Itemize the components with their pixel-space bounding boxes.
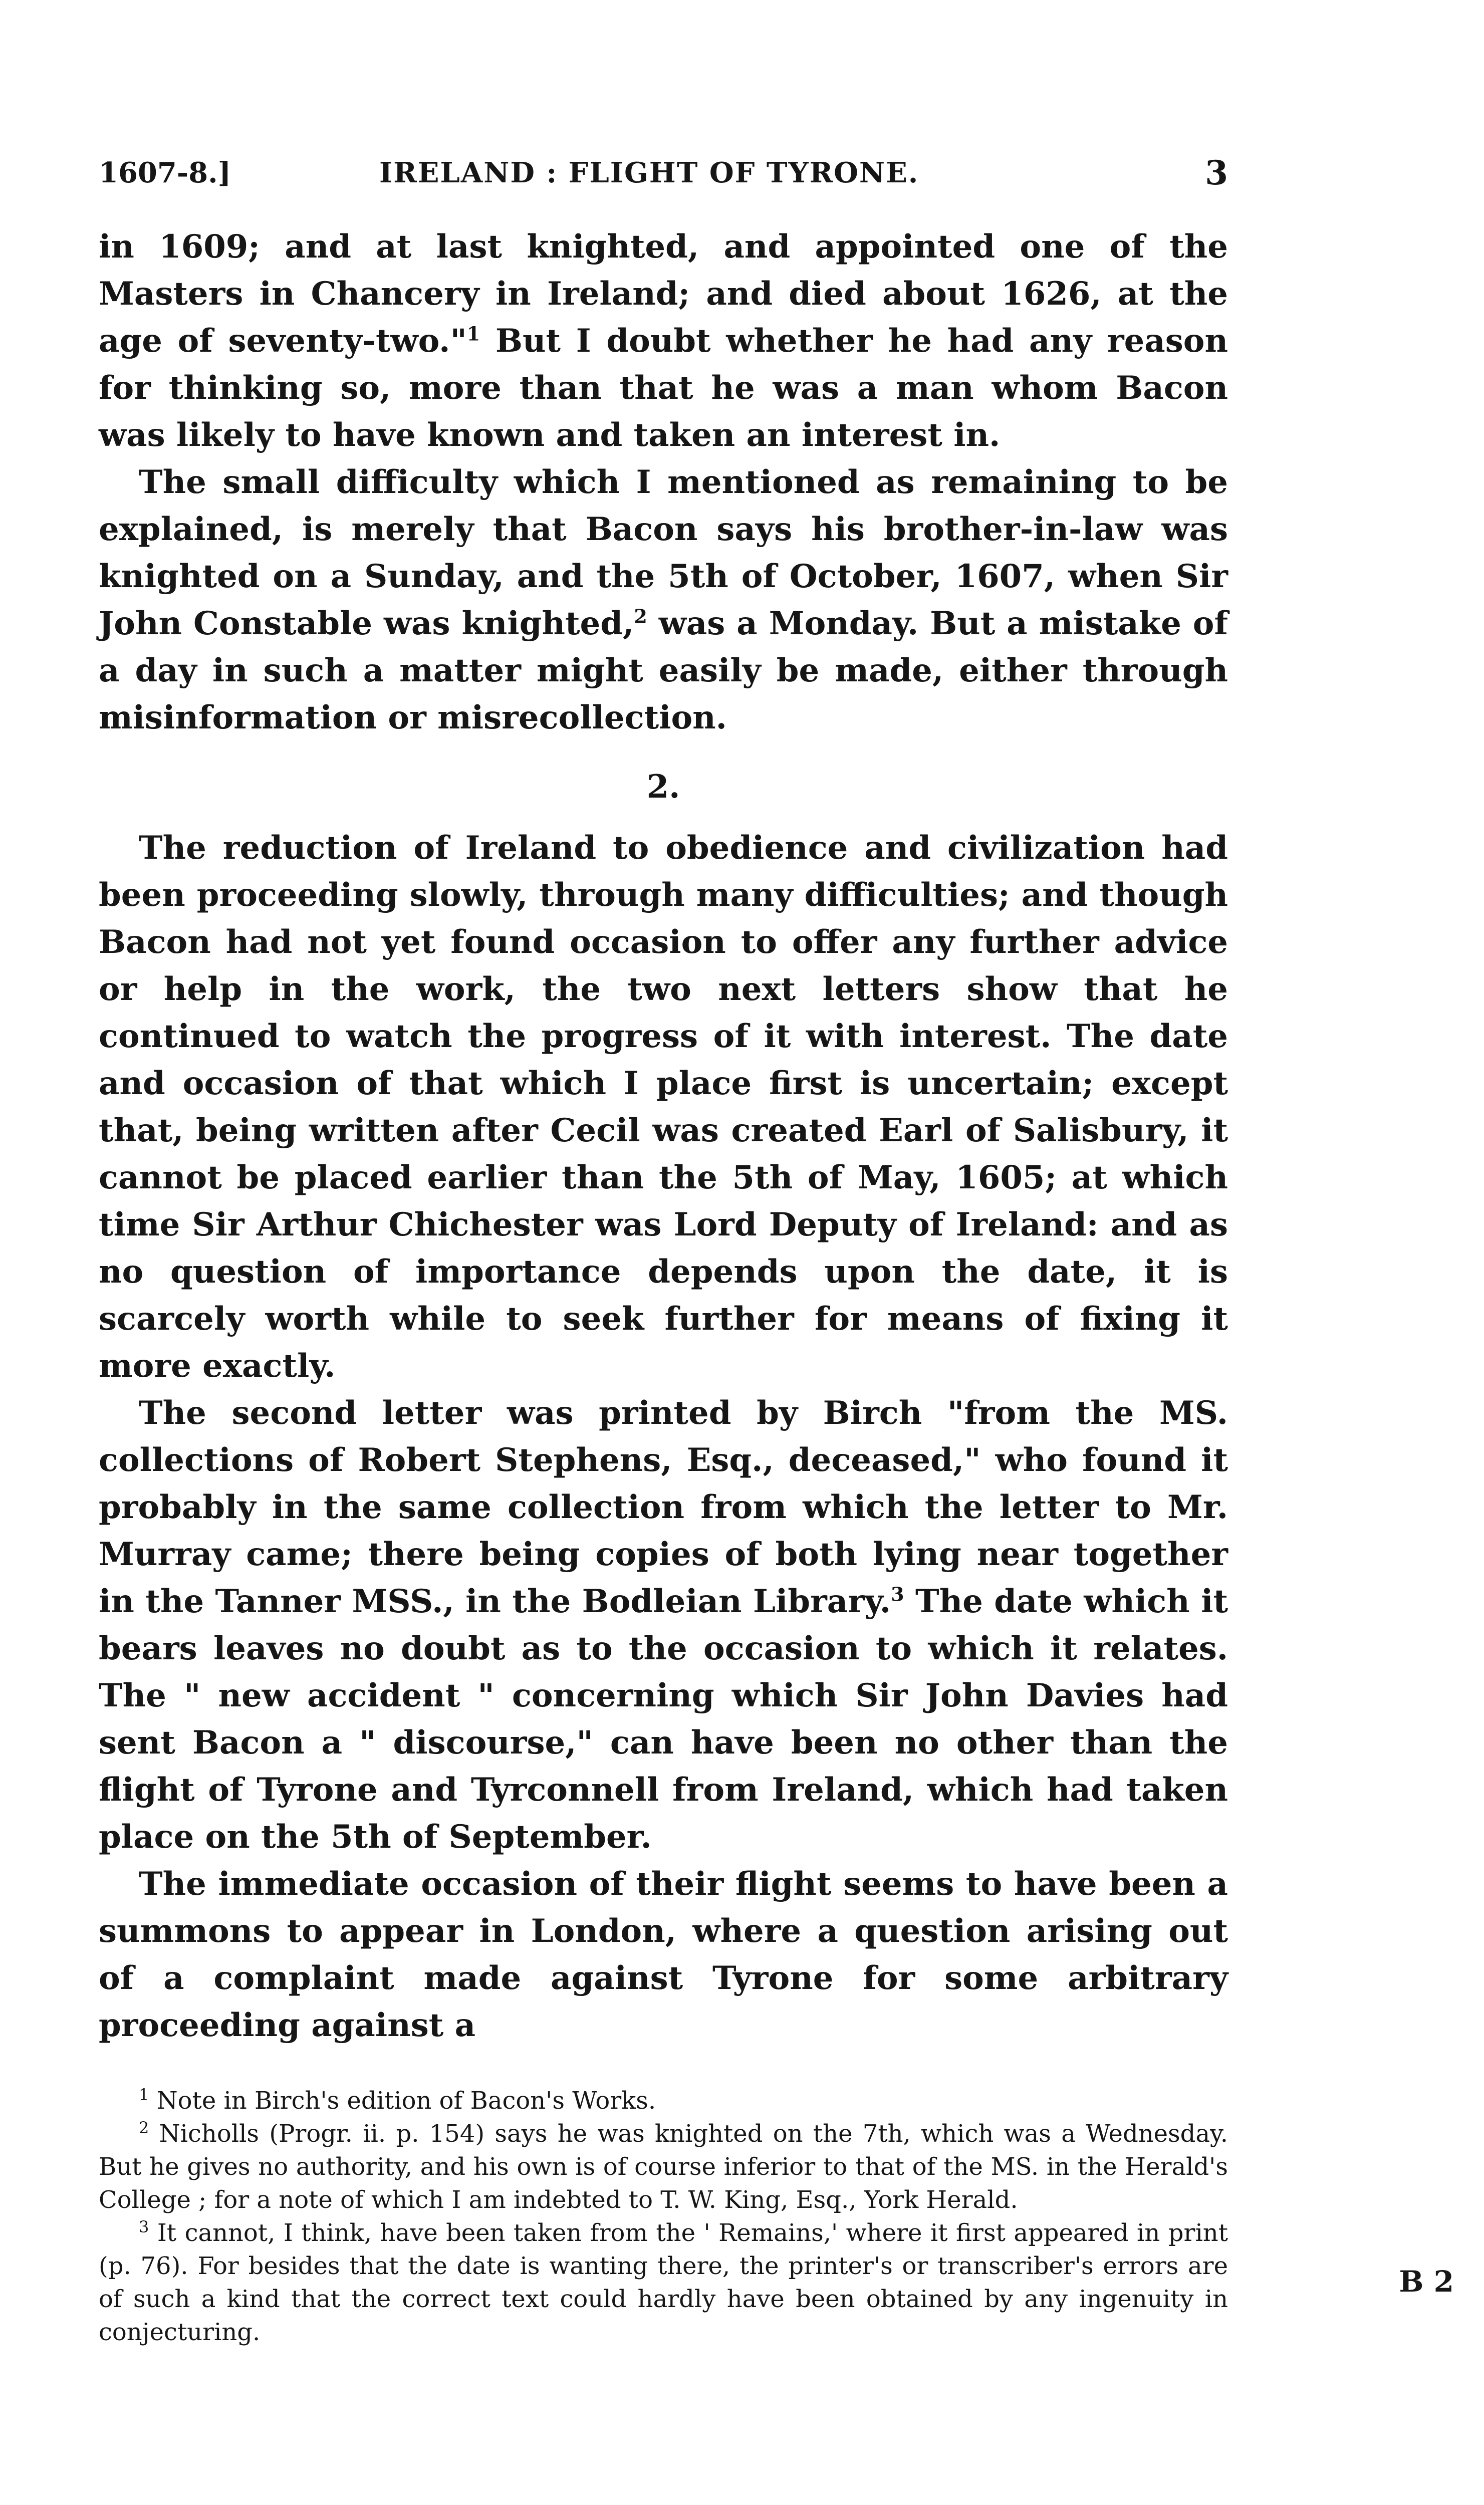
paragraph-3: The reduction of Ireland to obedience and civilization had been proceeding slowly, through many difficulties; and though Bacon had not yet found occasion to offer any further advice or help in the work, the two next letters show that he continued to watch the progress of it with interest. The date and occasion of that which I place first is uncertain; except that, being written after Cecil was created Earl of Salisbury, it cannot be placed earlier than the 5th of May, 1605; at which time Sir Arthur Chichester was Lord Deputy of Ireland: and as no question of importance depends upon the date, it is scarcely worth while to seek further for means of fixing it more exactly. xyxy=(99,829,1228,1385)
paragraph-1 xyxy=(99,223,1228,459)
paragraph-5: The immediate occasion of their flight seems to have been a summons to appear in London, where a question arising out of a complaint made against Tyrone for some arbitrary proceeding against a xyxy=(99,1865,1228,2044)
footnote-1-text: Note in Birch's edition of Bacon's Works. xyxy=(156,2087,656,2115)
footnote-2-text: Nicholls (Progr. ii. p. 154) says he was knighted on the 7th, which was a Wednesday. But he gives no authority, and his own is of course inferior to that of the MS. in the Herald's College ; for a note of which I am indebted to T. W. King, Esq., York Herald. xyxy=(99,2120,1228,2214)
footnote-mark-2: 2 xyxy=(139,2118,149,2137)
running-head xyxy=(99,150,1228,195)
footnote-2 xyxy=(99,2117,1228,2216)
paragraph-4-text-b: The date which it bears leaves no doubt as to the occasion to which it relates. The " new accident " concerning which Sir John Davies had sent Bacon a " discourse," can have been no other than the flight of Tyrone and Tyrconnell from Ireland, which had taken place on the 5th of September. xyxy=(99,1583,1228,1856)
footnote-mark-3: 3 xyxy=(139,2217,149,2236)
paragraph-2-text-a: The small difficulty which I mentioned as remaining to be explained, is merely that Bacon says his brother-in-law was knighted on a Sunday, and the 5th of October, 1607, when Sir John Constable was knighted, xyxy=(99,463,1228,642)
header-page-number: 3 xyxy=(1205,153,1228,192)
paragraph-1-text: in 1609; and at last knighted, and appointed one of the Masters in Chancery in Ireland; and died about 1626, at the age of seventy-two." xyxy=(99,228,1228,360)
footnote-3 xyxy=(99,2216,1228,2349)
header-date-range: 1607-8.] xyxy=(99,156,231,189)
signature-mark: B 2 xyxy=(1399,2265,1454,2299)
paragraph-4-text-a: The second letter was printed by Birch "from the MS. collections of Robert Stephens, Esq., deceased," who found it probably in the same collection from which the letter to Mr. Murray came; there being copies of both lying near together in the Tanner MSS., in the Bodleian Library. xyxy=(99,1394,1228,1620)
paragraph-2 xyxy=(99,459,1228,741)
footnote-ref-3: 3 xyxy=(891,1583,904,1606)
footnote-mark-1: 1 xyxy=(139,2085,149,2104)
footnote-ref-1: 1 xyxy=(466,322,480,345)
body-text xyxy=(99,223,1228,2049)
footnote-1 xyxy=(99,2084,1228,2117)
paragraph-1-continuation: But I doubt whether he had any reason for thinking so, more than that he was a man whom Bacon was likely to have known and taken an interest in. xyxy=(99,322,1228,454)
section-number: 2. xyxy=(646,768,680,806)
footnote-ref-2: 2 xyxy=(634,605,647,628)
header-title: IRELAND : FLIGHT OF TYRONE. xyxy=(379,156,919,189)
footnotes xyxy=(99,2084,1228,2349)
footnote-3-text: It cannot, I think, have been taken from the ' Remains,' where it first appeared in print (p. 76). For besides that the date is wanting there, the printer's or transcriber's errors are of such a kind that the correct text could hardly have been obtained by any ingenuity in conjecturing. xyxy=(99,2219,1228,2346)
page xyxy=(99,150,1228,2349)
paragraph-4 xyxy=(99,1390,1228,1861)
paragraph-2-text-b: was a Monday. But a mistake of a day in such a matter might easily be made, either through misinformation or misrecollection. xyxy=(99,605,1228,736)
